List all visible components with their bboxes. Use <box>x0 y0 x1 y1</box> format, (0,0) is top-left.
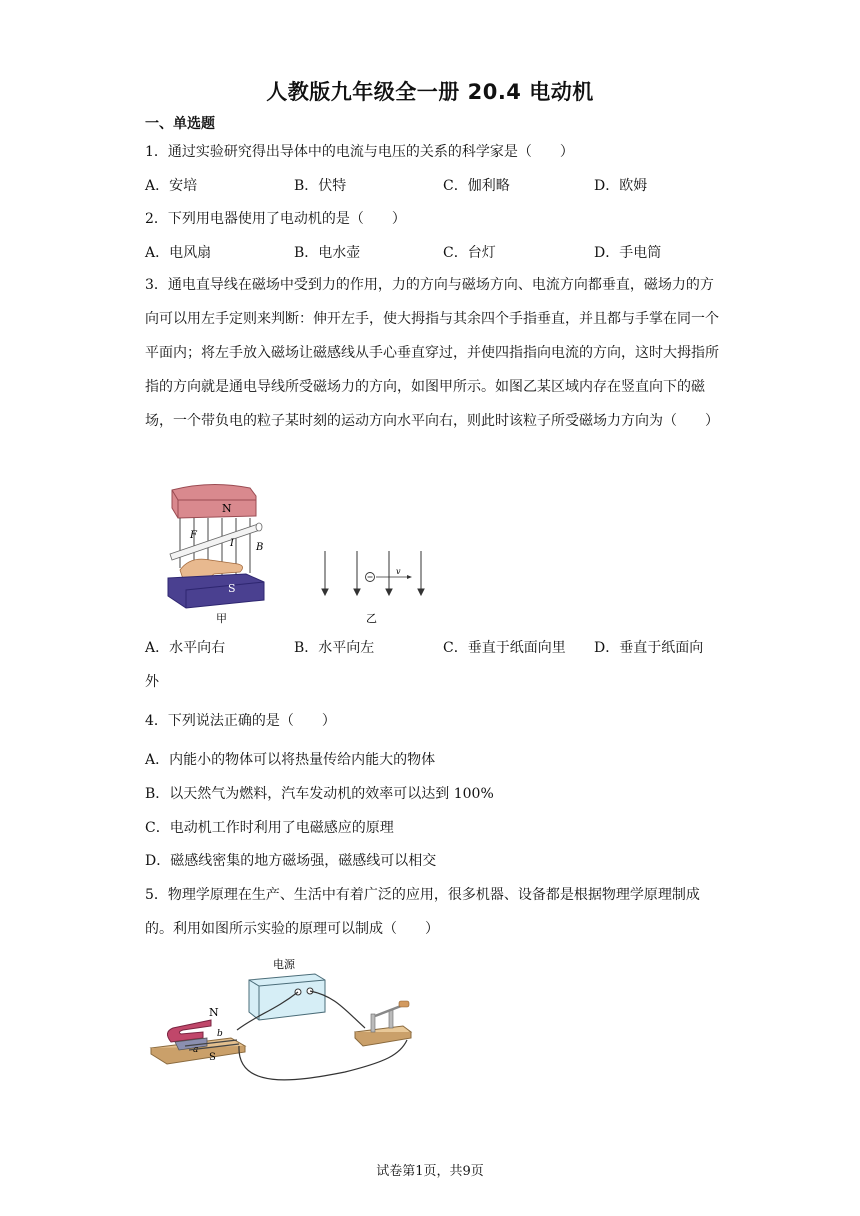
q4-option-a: A．内能小的物体可以将热量传给内能大的物体 <box>145 752 436 768</box>
label-power-supply: 电源 <box>273 958 295 971</box>
label-jia: 甲 <box>216 612 227 625</box>
switch-base-board <box>355 1026 411 1046</box>
question-1-stem: 1．通过实验研究得出导体中的电流与电压的关系的科学家是（ ） <box>145 144 574 160</box>
figure-left-hand-rule <box>160 478 450 628</box>
label-s-bottom: S <box>228 582 236 595</box>
q3-option-d-wrap: 外 <box>145 674 159 690</box>
q2-option-c: C．台灯 <box>443 245 496 261</box>
label-s-magnet: S <box>209 1052 216 1063</box>
conductor-rod <box>170 523 262 560</box>
q1-option-b: B．伏特 <box>294 178 347 194</box>
magnet-bottom-block <box>168 574 264 608</box>
q3-option-a: A．水平向右 <box>145 640 226 656</box>
section-heading: 一、单选题 <box>145 116 215 132</box>
label-a: a <box>193 1045 199 1055</box>
label-f: F <box>190 530 197 541</box>
q4-option-d: D．磁感线密集的地方磁场强，磁感线可以相交 <box>145 853 437 869</box>
q2-option-d: D．手电筒 <box>594 245 662 261</box>
label-b: B <box>256 542 264 553</box>
question-4-stem: 4．下列说法正确的是（ ） <box>145 713 336 729</box>
q2-option-b: B．电水壶 <box>294 245 361 261</box>
q1-option-c: C．伽利略 <box>443 178 510 194</box>
label-n-top: N <box>222 502 232 515</box>
magnet-top-block <box>172 484 256 518</box>
field-lines-right <box>322 551 424 595</box>
label-n-magnet: N <box>209 1006 219 1019</box>
figure-motor-experiment <box>145 950 435 1090</box>
question-3-stem: 3．通电直导线在磁场中受到力的作用，力的方向与磁场方向、电流方向都垂直，磁场力的方向可以用左手定则来判断：伸开左手，使大拇指与其余四个手指垂直，并且都与手掌在同一个平面内；将左手放入磁场让磁感线从手心垂直穿过，并使四指指向电流的方向，这时大拇指所指的方向就是通电导线所受磁场力的方向，如图甲所示。如图乙某区域内存在竖直向下的磁场，一个带负电的粒子某时刻的运动方向水平向右，则此时该粒子所受磁场力方向为（ ） <box>145 277 719 429</box>
power-supply-box <box>249 974 325 1020</box>
q3-option-b: B．水平向左 <box>294 640 375 656</box>
page-title: 人教版九年级全一册 20.4 电动机 <box>266 80 594 104</box>
q1-option-a: A．安培 <box>145 178 198 194</box>
label-v: v <box>396 567 401 576</box>
label-yi: 乙 <box>366 612 377 625</box>
q4-option-b: B．以天然气为燃料，汽车发动机的效率可以达到 100% <box>145 786 494 802</box>
q3-option-c: C．垂直于纸面向里 <box>443 640 566 656</box>
question-5-stem: 5．物理学原理在生产、生活中有着广泛的应用，很多机器、设备都是根据物理学原理制成的。利用如图所示实验的原理可以制成（ ） <box>145 887 700 937</box>
label-b-rod: b <box>217 1029 223 1039</box>
page-footer: 试卷第1页，共9页 <box>376 1164 484 1179</box>
q2-option-a: A．电风扇 <box>145 245 212 261</box>
q3-option-d: D．垂直于纸面向 <box>594 640 704 656</box>
q4-option-c: C．电动机工作时利用了电磁感应的原理 <box>145 820 394 836</box>
label-i: I <box>230 538 234 549</box>
question-2-stem: 2．下列用电器使用了电动机的是（ ） <box>145 211 406 227</box>
q1-option-d: D．欧姆 <box>594 178 648 194</box>
